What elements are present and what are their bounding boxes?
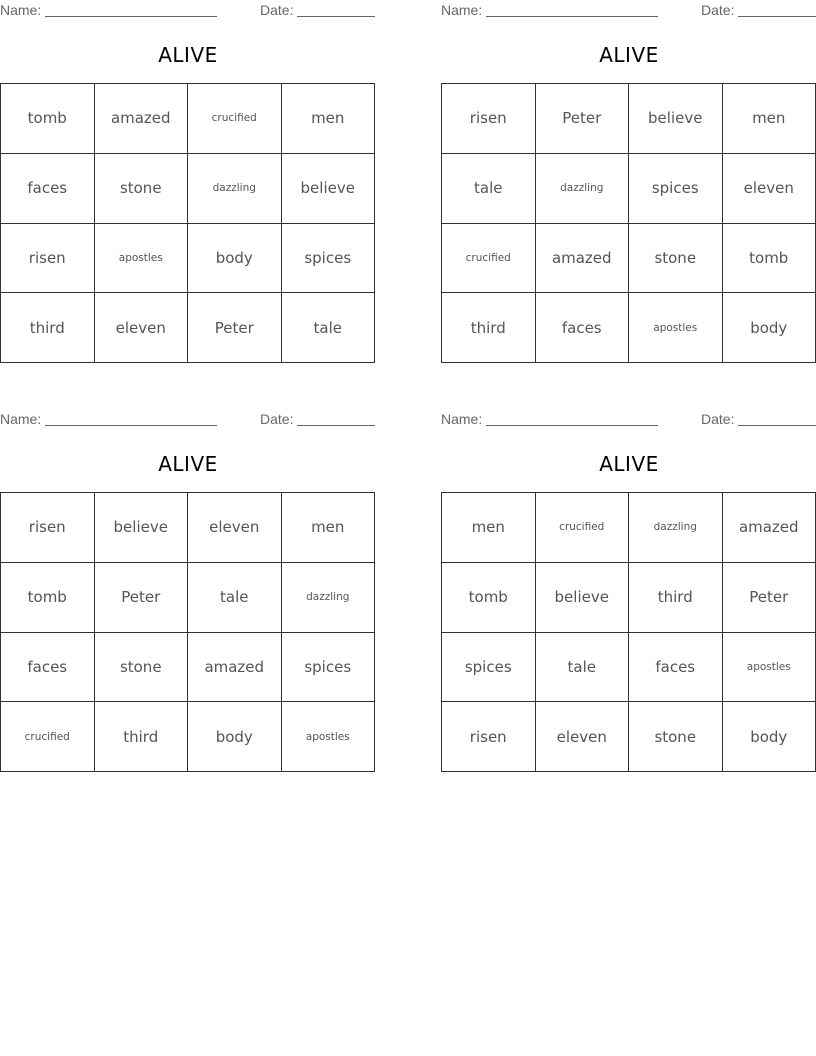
bingo-cell: Peter [95,563,189,633]
bingo-grid [441,83,816,363]
bingo-cell: men [723,84,816,154]
bingo-cell: tomb [1,84,95,154]
bingo-cell: eleven [536,702,630,772]
date-label: Date: [260,2,294,18]
bingo-cell: apostles [629,293,723,363]
bingo-cell: crucified [536,493,630,563]
bingo-cell: eleven [723,154,816,224]
bingo-cell: amazed [95,84,189,154]
bingo-cell: risen [1,493,95,563]
bingo-cell: men [282,84,376,154]
bingo-cell: tale [442,154,536,224]
bingo-cell: believe [536,563,630,633]
bingo-cell: believe [282,154,376,224]
card-title: ALIVE [599,452,659,476]
bingo-cell: apostles [95,224,189,294]
date-blank-line [738,425,816,426]
bingo-cell: tomb [723,224,816,294]
card-title: ALIVE [599,43,659,67]
bingo-cell: third [629,563,723,633]
bingo-cell: body [723,293,816,363]
date-blank-line [297,16,375,17]
bingo-cell: stone [95,154,189,224]
bingo-cell: amazed [723,493,816,563]
bingo-cell: risen [1,224,95,294]
bingo-grid [0,492,375,772]
bingo-cell: believe [95,493,189,563]
name-blank-line [45,16,217,17]
card-title: ALIVE [158,43,218,67]
card-title: ALIVE [158,452,218,476]
name-date-row [0,409,376,429]
bingo-cell: third [1,293,95,363]
bingo-cell: stone [95,633,189,703]
bingo-cell: risen [442,702,536,772]
bingo-cell: third [95,702,189,772]
bingo-grid [441,492,816,772]
bingo-cell: body [723,702,816,772]
bingo-cell: Peter [723,563,816,633]
bingo-cell: eleven [95,293,189,363]
name-blank-line [45,425,217,426]
bingo-cell: spices [442,633,536,703]
bingo-cell: apostles [282,702,376,772]
bingo-card [441,0,816,364]
bingo-cell: apostles [723,633,816,703]
bingo-cell: crucified [1,702,95,772]
date-label: Date: [701,2,735,18]
name-date-row [0,0,376,20]
bingo-cell: body [188,224,282,294]
bingo-cell: dazzling [282,563,376,633]
bingo-card [0,0,376,364]
date-blank-line [297,425,375,426]
date-blank-line [738,16,816,17]
bingo-cell: risen [442,84,536,154]
name-date-row [441,409,816,429]
bingo-cell: faces [629,633,723,703]
bingo-cell: tale [188,563,282,633]
bingo-cell: spices [282,224,376,294]
bingo-cell: dazzling [188,154,282,224]
bingo-cell: men [442,493,536,563]
bingo-cell: faces [1,633,95,703]
bingo-cell: third [442,293,536,363]
bingo-card [0,409,376,773]
bingo-cell: body [188,702,282,772]
name-label: Name: [0,2,42,18]
date-label: Date: [260,411,294,427]
bingo-cell: amazed [536,224,630,294]
bingo-cell: crucified [442,224,536,294]
bingo-cell: tomb [442,563,536,633]
name-label: Name: [441,2,483,18]
bingo-cell: stone [629,702,723,772]
bingo-cell: believe [629,84,723,154]
bingo-cell: stone [629,224,723,294]
name-blank-line [486,425,658,426]
bingo-cell: spices [629,154,723,224]
bingo-card [441,409,816,773]
bingo-cell: Peter [536,84,630,154]
date-label: Date: [701,411,735,427]
bingo-cell: Peter [188,293,282,363]
bingo-cell: dazzling [629,493,723,563]
bingo-cell: tale [282,293,376,363]
bingo-cell: faces [536,293,630,363]
bingo-cell: crucified [188,84,282,154]
bingo-cell: faces [1,154,95,224]
bingo-cell: eleven [188,493,282,563]
bingo-cell: tomb [1,563,95,633]
bingo-cell: amazed [188,633,282,703]
bingo-grid [0,83,375,363]
name-label: Name: [441,411,483,427]
bingo-cell: men [282,493,376,563]
bingo-cell: tale [536,633,630,703]
name-date-row [441,0,816,20]
name-blank-line [486,16,658,17]
bingo-cell: spices [282,633,376,703]
bingo-cell: dazzling [536,154,630,224]
name-label: Name: [0,411,42,427]
